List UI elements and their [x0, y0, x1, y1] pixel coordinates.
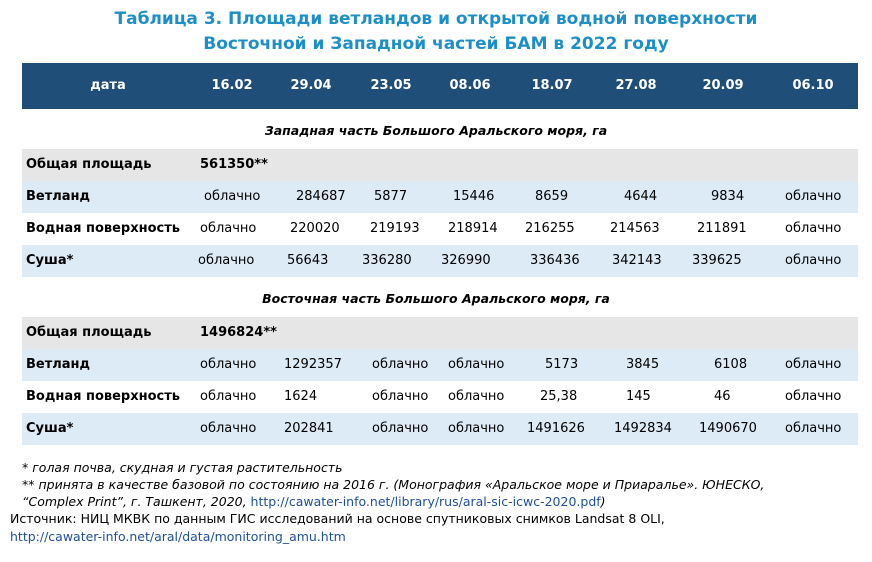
table-cell: 214563	[610, 221, 660, 236]
table-cell: 46	[714, 389, 731, 404]
header-date-5: 18.07	[531, 78, 573, 93]
row-label: Ветланд	[26, 357, 91, 372]
table-cell: 216255	[525, 221, 575, 236]
table-cell: облачно	[785, 221, 842, 236]
header-date-label: дата	[90, 78, 126, 93]
monograph-link[interactable]: http://cawater-info.net/library/rus/aral-sic-icwc-2020.pdf	[250, 494, 601, 509]
table-cell: облачно	[785, 189, 842, 204]
table-cell: 145	[626, 389, 651, 404]
header-date-4: 08.06	[449, 78, 491, 93]
east-row-wetland	[22, 349, 858, 381]
footnote-2-line2	[22, 493, 862, 510]
table-cell: облачно	[372, 389, 429, 404]
west-total-label: Общая площадь	[26, 157, 152, 172]
row-label: Ветланд	[26, 189, 91, 204]
footnote-1: * голая почва, скудная и густая растительность	[22, 460, 343, 475]
footnote-2-end: )	[600, 494, 606, 509]
west-row-land	[22, 245, 858, 277]
table-cell: 9834	[711, 189, 745, 204]
table-header	[22, 63, 858, 109]
west-total-value: 561350**	[200, 157, 268, 172]
table-cell: 342143	[612, 253, 662, 268]
header-date-2: 29.04	[290, 78, 332, 93]
table-cell: 219193	[370, 221, 420, 236]
east-total-label: Общая площадь	[26, 325, 152, 340]
table-cell: облачно	[200, 357, 257, 372]
row-label: Суша*	[26, 253, 74, 268]
table-cell: 25,38	[540, 389, 578, 404]
source-text: Источник: НИЦ МКВК по данным ГИС исследований на основе спутниковых снимков Landsat 8 OLI,	[10, 511, 665, 526]
table-cell: 339625	[692, 253, 742, 268]
row-label: Водная поверхность	[26, 221, 180, 236]
header-date-6: 27.08	[615, 78, 657, 93]
table-cell: 8659	[535, 189, 569, 204]
table-cell: 3845	[626, 357, 660, 372]
table-cell: облачно	[785, 389, 842, 404]
table-cell: 211891	[697, 221, 747, 236]
table-cell: облачно	[785, 357, 842, 372]
table-cell: облачно	[198, 253, 255, 268]
table-cell: облачно	[448, 421, 505, 436]
table-cell: 220020	[290, 221, 340, 236]
west-section-title: Западная часть Большого Аральского моря, га	[264, 123, 608, 138]
table-cell: облачно	[785, 421, 842, 436]
east-total-row	[22, 317, 858, 349]
source-link[interactable]: http://cawater-info.net/aral/data/monitoring_amu.htm	[10, 529, 346, 544]
table-cell: облачно	[785, 253, 842, 268]
table-cell: облачно	[204, 189, 261, 204]
table-cell: 326990	[441, 253, 491, 268]
east-row-water	[22, 381, 858, 413]
table-cell: облачно	[372, 421, 429, 436]
table-cell: 5877	[374, 189, 408, 204]
header-date-1: 16.02	[211, 78, 253, 93]
table-cell: 336280	[362, 253, 412, 268]
table-cell: облачно	[372, 357, 429, 372]
table-cell: облачно	[200, 221, 257, 236]
east-section-title: Восточная часть Большого Аральского моря, га	[262, 291, 610, 306]
table-cell: облачно	[200, 389, 257, 404]
table-cell: 1492834	[614, 421, 672, 436]
footnote-2-text: “Complex Print”, г. Ташкент, 2020,	[22, 494, 251, 509]
table-cell: 5173	[545, 357, 579, 372]
table-cell: 1490670	[699, 421, 757, 436]
table-cell: 336436	[530, 253, 580, 268]
table-cell: 15446	[453, 189, 495, 204]
row-label: Суша*	[26, 421, 74, 436]
east-row-land	[22, 413, 858, 445]
east-total-value: 1496824**	[200, 325, 277, 340]
table-cell: 6108	[714, 357, 748, 372]
table-cell: облачно	[448, 357, 505, 372]
table-cell: 4644	[624, 189, 658, 204]
table-cell: 284687	[296, 189, 346, 204]
header-date-3: 23.05	[370, 78, 412, 93]
table-cell: 1491626	[527, 421, 585, 436]
footnotes	[22, 459, 862, 510]
table-cell: облачно	[448, 389, 505, 404]
table-cell: 1292357	[284, 357, 342, 372]
table-title-line1: Таблица 3. Площади ветландов и открытой водной поверхности	[114, 9, 758, 29]
table-cell: 1624	[284, 389, 318, 404]
table-cell: облачно	[200, 421, 257, 436]
footnote-2-line1: ** принята в качестве базовой по состоянию на 2016 г. (Монография «Аральское море и Приаралье». ЮНЕСКО,	[22, 477, 765, 492]
header-date-7: 20.09	[702, 78, 744, 93]
table-cell: 218914	[448, 221, 498, 236]
table-title-line2: Восточной и Западной частей БАМ в 2022 году	[203, 34, 669, 54]
header-date-8: 06.10	[792, 78, 834, 93]
west-row-wetland	[22, 181, 858, 213]
table-cell: 56643	[287, 253, 329, 268]
west-row-water	[22, 213, 858, 245]
table-cell: 202841	[284, 421, 334, 436]
row-label: Водная поверхность	[26, 389, 180, 404]
west-total-row	[22, 149, 858, 181]
